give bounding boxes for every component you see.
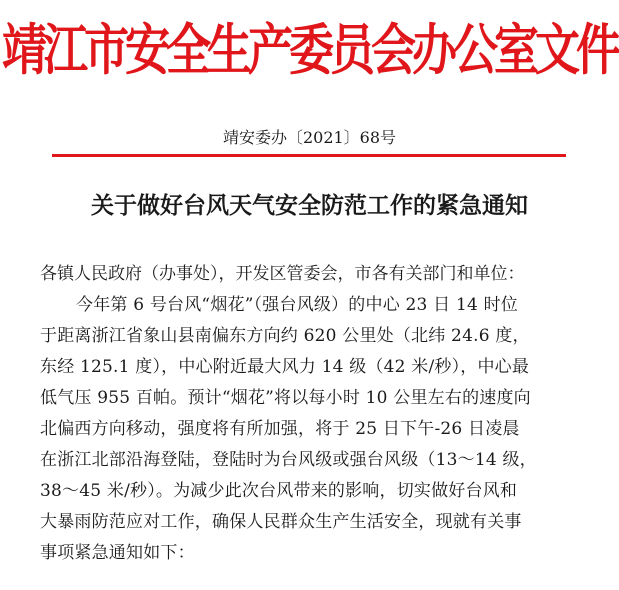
body-line-3: 东经 125.1 度），中心附近最大风力 14 级（42 米/秒），中心最 (40, 357, 530, 377)
body-line-7: 38～45 米/秒）。为减少此次台风带来的影响，切实做好台风和 (40, 481, 518, 501)
body-line-6: 在浙江北部沿海登陆，登陆时为台风级或强台风级（13～14 级， (40, 450, 537, 470)
body-line-2: 于距离浙江省象山县南偏东方向约 620 公里处（北纬 24.6 度， (40, 326, 530, 346)
notice-title: 关于做好台风天气安全防范工作的紧急通知 (91, 192, 528, 219)
agency-header-title: 靖江市安全生产委员会办公室文件 (1, 17, 617, 83)
body-line-1: 今年第 6 号台风“烟花”（强台风级）的中心 23 日 14 时位 (76, 295, 518, 315)
document-number: 靖安委办〔2021〕68号 (222, 128, 397, 147)
body-line-5: 北偏西方向移动，强度将有所加强，将于 25 日下午-26 日凌晨 (40, 419, 520, 439)
body-line-9: 事项紧急通知如下： (40, 543, 195, 563)
notice-salutation: 各镇人民政府（办事处），开发区管委会，市各有关部门和单位： (40, 264, 525, 284)
body-line-4: 低气压 955 百帕。预计“烟花”将以每小时 10 公里左右的速度向 (40, 388, 531, 408)
body-line-8: 大暴雨防范应对工作，确保人民群众生产生活安全，现就有关事 (40, 512, 522, 532)
red-divider-line (52, 154, 566, 157)
